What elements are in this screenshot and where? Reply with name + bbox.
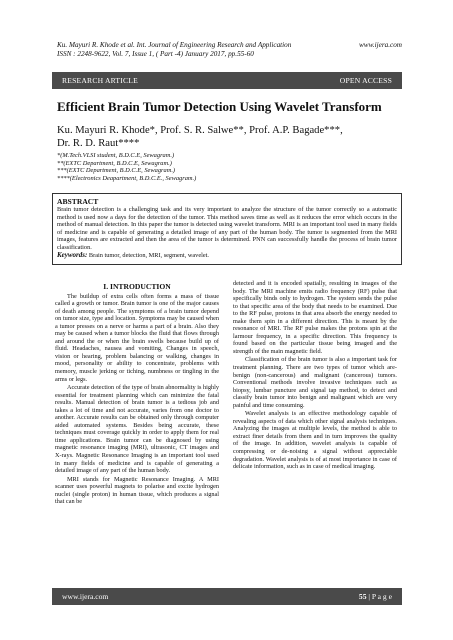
journal-website: www.ijera.com bbox=[359, 41, 402, 49]
citation-text: Ku. Mayuri R. Khode et al. Int. Journal of Engineering Research and Application bbox=[57, 41, 292, 49]
authors-line-1: Ku. Mayuri R. Khode*, Prof. S. R. Salwe**, Prof. A.P. Bagade***, bbox=[57, 125, 343, 136]
affiliation: **(EXTC Department, B.D.C.E, Sewagram.) bbox=[57, 159, 172, 167]
abstract-text: Brain tumor detection is a challenging task and its very important to analyze the structure of the tumor correctly so a automatic method is used now a days for the detection of the tumor. This method saves time as well as it reduces the error which occurs in the method of manual detection. In this paper the tumor is detected using wavelet transform. MRI is an important tool used in many fields of medicine and is capable of generating a detailed image of any part of the human body. The tumor is segmented from the MRI images, features are extracted and then the area of the tumor is determined. PNN can successfully handle the process of brain tumor classification. bbox=[57, 206, 397, 251]
page-indicator bbox=[359, 592, 392, 601]
page-footer bbox=[52, 588, 402, 605]
paper-title: Efficient Brain Tumor Detection Using Wavelet Transform bbox=[57, 99, 382, 114]
affiliation: ***(EXTC Department, B.D.C.E, Sewagram.) bbox=[57, 167, 176, 175]
body-paragraph: MRI stands for Magnetic Resonance Imaging. A MRI scanner uses powerful magnets to polarise and excite hydrogen nuclei (single proton) in human tissue, which produces a signal that can be bbox=[55, 475, 219, 506]
body-paragraph: detected and it is encoded spatially, resulting in images of the body. The MRI machine emits radio frequency (RF) pulse that specifically binds only to hydrogen. The system sends the pulse to that specific area of the body that needs to be examined. Due to the RF pulse, protons in that area absorb the energy needed to make them spin in a different direction. This is meant by the resonance of MRI. The RF pulse makes the protons spin at the larmour frequency, in a specific direction. This frequency is found based on the particular tissue being imaged and the strength of the main magnetic field. bbox=[233, 280, 397, 355]
affiliation: *(M.Tech.VLSI student, B.D.C.E, Sewagram.) bbox=[57, 152, 175, 159]
body-paragraph: Wavelet analysis is an effective methodology capable of revealing aspects of data which other signal analysis techniques. Analyzing the images at multiple levels, the method is able to extract finer details from them and in turn improves the quality of the image. In addition, wavelet analysis is capable of compressing or de-noising a signal without appreciable degradation. Wavelet analysis is of at most importance in case of delicate information, such as in case of medical imaging. bbox=[233, 410, 397, 471]
authors-line-2: Dr. R. D. Raut**** bbox=[57, 138, 140, 149]
issn-text: ISSN : 2248-9622, Vol. 7, Issue 1, ( Part -4) January 2017, pp.55-60 bbox=[57, 50, 254, 58]
page-number: 55 bbox=[358, 592, 367, 601]
footer-website: www.ijera.com bbox=[62, 592, 109, 601]
body-paragraph: Classification of the brain tumor is also a important task for treatment planning. There are two types of tumor which are- benign (non-cancerous) and malignant (cancerous) tumors. Conventional methods involve invasive techniques such as biopsy, lumbar puncture and signal tap method, to detect and classify brain tumor into benign and malignant which are very painful and time consuming. bbox=[233, 356, 397, 409]
research-article-label: RESEARCH ARTICLE bbox=[62, 76, 138, 85]
abstract-box bbox=[52, 193, 402, 265]
journal-header bbox=[57, 41, 402, 59]
affiliation-list bbox=[57, 152, 402, 182]
affiliation: ****(Electronics Deapartment, B.D.C.E., Sewagram.) bbox=[57, 174, 197, 182]
open-access-label: OPEN ACCESS bbox=[339, 76, 392, 85]
keywords-text: Brain tumor, detection, MRI, segment, wavelet. bbox=[87, 251, 209, 259]
body-paragraph: Accurate detection of the type of brain abnormality is highly essential for treatment planning which can minimize the fatal results. Manual detection of brain tumor is a tedious job and takes a lot of time and not accurate, varies from one doctor to another. Accurate results can be obtained only through computer aided automated systems. Besides being accurate, these techniques must coverage quickly in order to apply them for real time applications. Brain tumor can be diagnosed by using magnetic resonance imaging (MRI), ultrasonic, CT images and X-rays. Magnetic Resonance Imaging is an important tool used in many fields of medicine and is capable of generating a detailed image of any part of the human body. bbox=[55, 384, 219, 475]
article-type-banner bbox=[52, 72, 402, 89]
body-paragraph: The buildup of extra cells often forms a mass of tissue called a growth or tumor. Brain tumor is one of the major causes of death among people. The symptoms of a brain tumor depend on tumor size, type and location. Symptoms may be caused when a tumor presses on a nerve or harms a part of a brain. Also they may be caused when a tumor blocks the fluid that flows through and around the or when the brain swells because build up of fluid. Headaches, nausea and vomiting, Changes in speech, vision or hearing, problem balancing or walking, changes in mood, personality or ability to concentrate, problems with memory, muscle jerking or tiching, numbness or tingling in the arms or legs. bbox=[55, 292, 219, 383]
keywords-line bbox=[57, 252, 397, 260]
page-label: | P a g e bbox=[366, 592, 392, 601]
keywords-label: Keywords: bbox=[57, 250, 88, 259]
body-column-right bbox=[233, 280, 397, 472]
abstract-heading: ABSTRACT bbox=[57, 197, 99, 206]
author-list bbox=[57, 124, 402, 150]
body-column-left bbox=[55, 283, 219, 507]
section-heading-introduction: I. INTRODUCTION bbox=[103, 282, 171, 291]
